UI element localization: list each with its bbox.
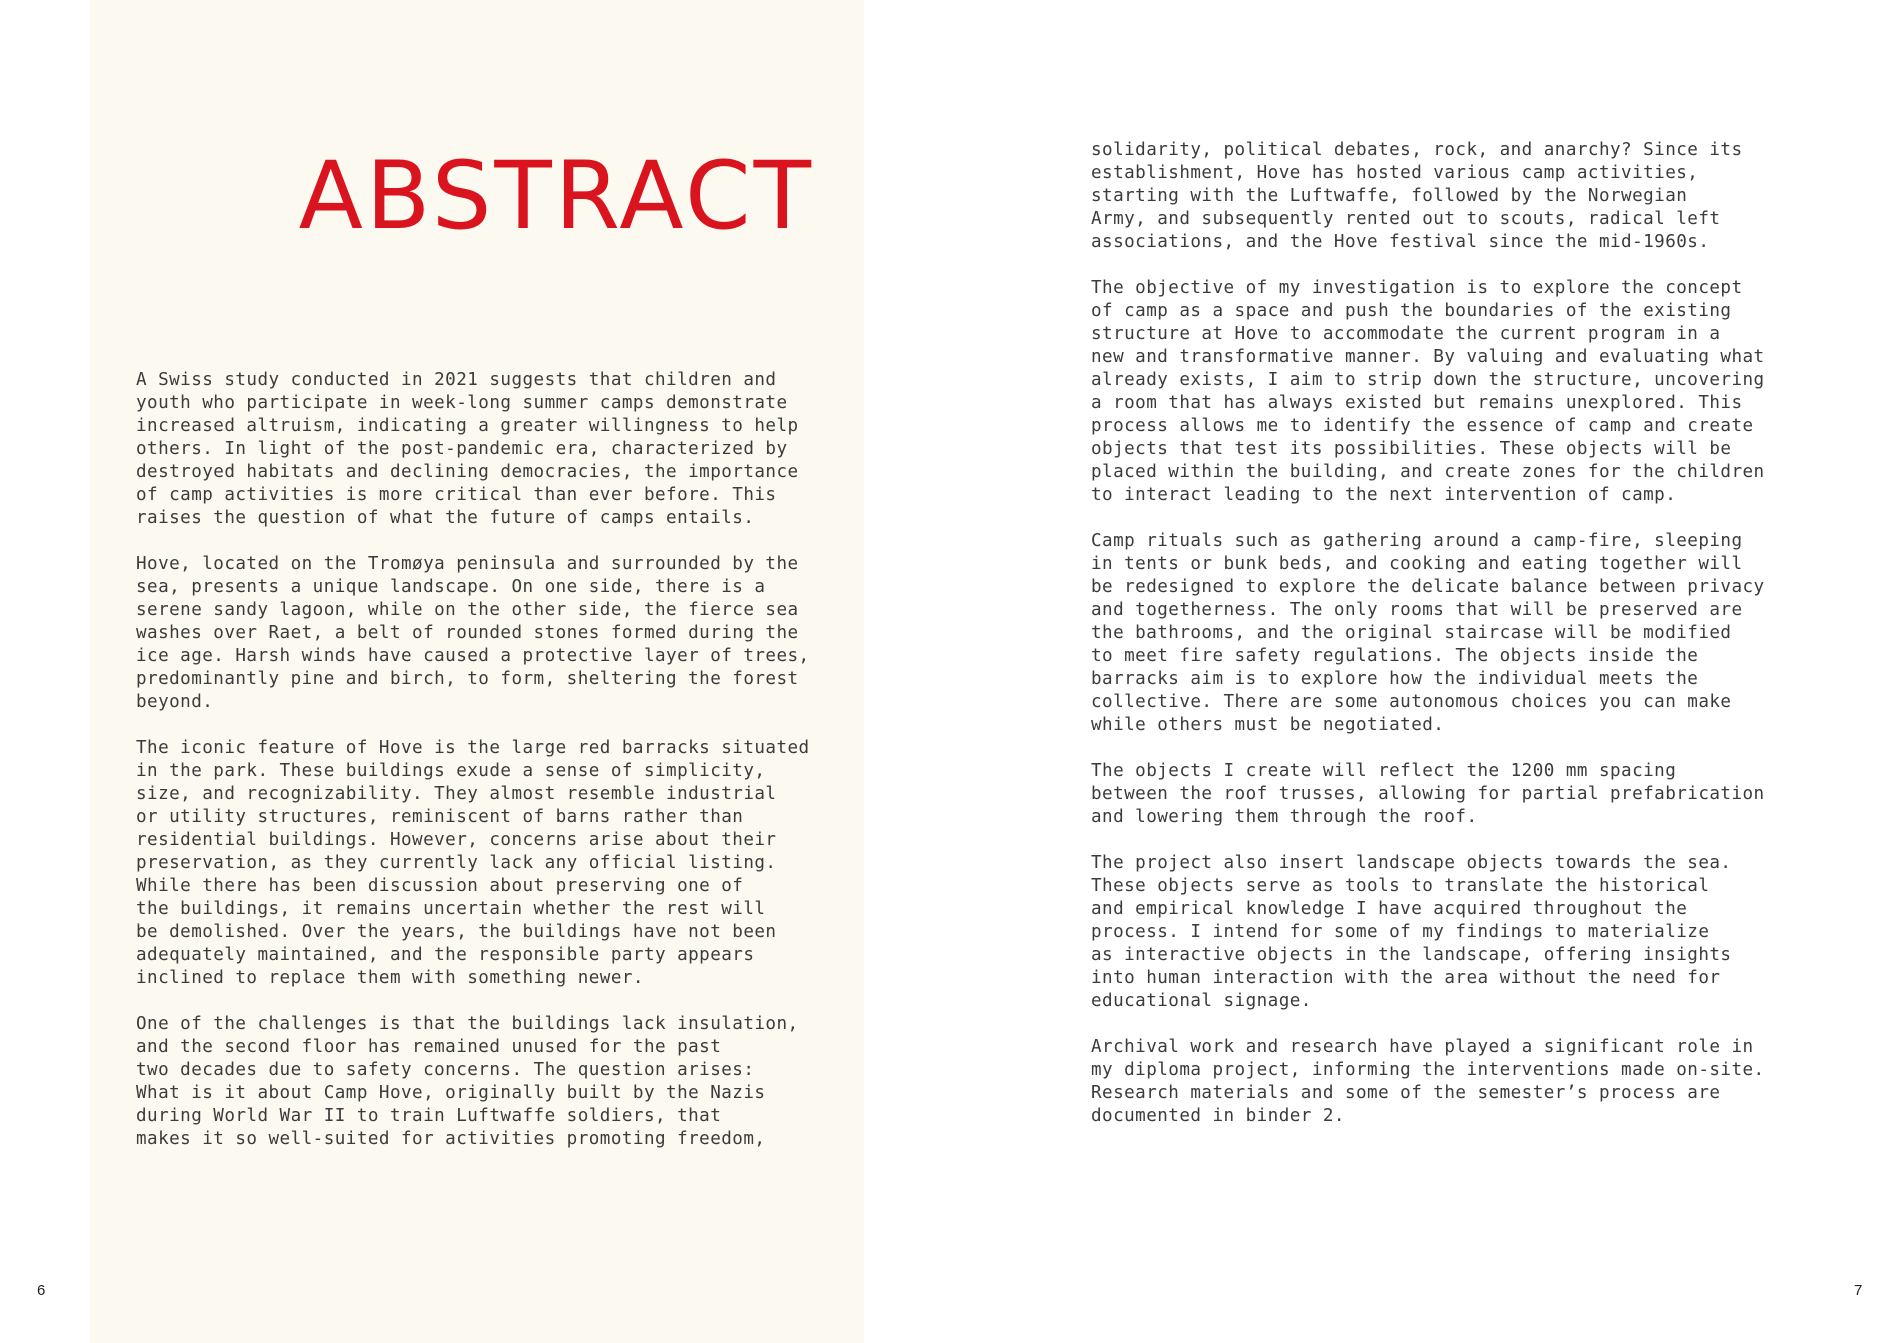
paragraph: A Swiss study conducted in 2021 suggests that children and youth who participate in week-long summer camps demonstrate increased altruism, indicating a greater willingness to help others. In light of the post-pandemic era, characterized by destroyed habitats and declining democracies, the importance of camp activities is more critical than ever before. This raises the question of what the future of camps entails. (136, 370, 799, 528)
paragraph: One of the challenges is that the buildings lack insulation, and the second floor has remained unused for the past two decades due to safety concerns. The question arises: What is it about Camp Hove, originally built by the Nazis during World War II to train Luftwaffe soldiers, that makes it so well-suited for activities promoting freedom, (136, 1014, 799, 1149)
paragraph: The iconic feature of Hove is the large red barracks situated in the park. These buildings exude a sense of simplicity, size, and recognizability. They almost resemble industrial or utility structures, reminiscent of barns rather than residential buildings. However, concerns arise about their preservation, as they currently lack any official listing. While there has been discussion about preserving one of the buildings, it remains uncertain whether the rest will be demolished. Over the years, the buildings have not been adequately maintained, and the responsible party appears inclined to replace them with something newer. (136, 738, 810, 988)
paragraph: The objects I create will reflect the 1200 mm spacing between the roof trusses, allowing for partial prefabrication and lowering them through the roof. (1091, 761, 1765, 827)
paragraph: Hove, located on the Tromøya peninsula and surrounded by the sea, presents a unique landscape. On one side, there is a serene sandy lagoon, while on the other side, the fierce sea washes over Raet, a belt of rounded stones formed during the ice age. Harsh winds have caused a protective layer of trees, predominantly pine and birch, to form, sheltering the forest beyond. (136, 554, 810, 712)
page-number-right: 7 (1854, 1282, 1863, 1299)
paragraph: The objective of my investigation is to explore the concept of camp as a space and push the boundaries of the existing structure at Hove to accommodate the current program in a new and transformative manner. By valuing and evaluating what already exists, I aim to strip down the structure, uncovering a room that has always existed but remains unexplored. This process allows me to identify the essence of camp and create objects that test its possibilities. These objects will be placed within the building, and create zones for the children to interact leading to the next intervention of camp. (1091, 278, 1765, 505)
right-text-column (1091, 139, 1791, 1151)
paragraph: The project also insert landscape objects towards the sea. These objects serve as tools to translate the historical and empirical knowledge I have acquired throughout the process. I intend for some of my findings to materialize as interactive objects in the landscape, offering insights into human interaction with the area without the need for educational signage. (1091, 853, 1732, 1011)
page-title: ABSTRACT (298, 142, 814, 251)
paragraph: Camp rituals such as gathering around a camp-fire, sleeping in tents or bunk beds, and cooking and eating together will be redesigned to explore the delicate balance between privacy and togetherness. The only rooms that will be preserved are the bathrooms, and the original staircase will be modified to meet fire safety regulations. The objects inside the barracks aim is to explore how the individual meets the collective. There are some autonomous choices you can make while others must be negotiated. (1091, 531, 1765, 735)
paragraph: solidarity, political debates, rock, and anarchy? Since its establishment, Hove has hosted various camp activities, starting with the Luftwaffe, followed by the Norwegian Army, and subsequently rented out to scouts, radical left associations, and the Hove festival since the mid-1960s. (1091, 140, 1743, 252)
left-text-column (136, 369, 836, 1174)
page-number-left: 6 (37, 1282, 46, 1299)
paragraph: Archival work and research have played a significant role in my diploma project, informing the interventions made on-site. Research materials and some of the semester’s process are documented in binder 2. (1091, 1037, 1765, 1126)
